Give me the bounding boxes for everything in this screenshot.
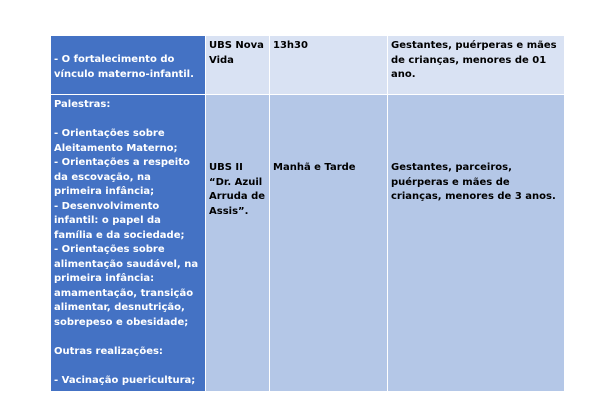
time-text: 13h30 <box>273 40 308 51</box>
audience-text: Gestantes, puérperas e mães de crianças, menores de 01 ano. <box>391 40 557 80</box>
activity-cell <box>51 36 206 95</box>
activity-cell <box>51 95 206 392</box>
table-row <box>51 95 565 392</box>
activity-text: Palestras: - Orientações sobre Aleitamento Materno; - Orientações a respeito da escovação, na primeira infância; - Desenvolvimento infantil: o papel da família e da sociedade; - Orientações sobre alimentação saudável, na primeira infância: amamentação, transição alimentar, desnutrição, sobrepeso e obesidade; Outras realizações: - Vacinação puericultura; <box>54 99 199 386</box>
table-row <box>51 36 565 95</box>
time-cell <box>270 36 388 95</box>
audience-cell <box>388 95 565 392</box>
activity-text: - O fortalecimento do vínculo materno-infantil. <box>54 54 194 80</box>
audience-text: Gestantes, parceiros, puérperas e mães de crianças, menores de 3 anos. <box>391 162 556 202</box>
audience-cell <box>388 36 565 95</box>
time-cell <box>270 95 388 392</box>
location-text: UBS Nova Vida <box>209 40 264 66</box>
location-cell <box>206 36 270 95</box>
location-cell <box>206 95 270 392</box>
time-text: Manhã e Tarde <box>273 162 356 173</box>
location-text: UBS II “Dr. Azuil Arruda de Assis”. <box>209 162 266 217</box>
schedule-table <box>50 35 565 392</box>
